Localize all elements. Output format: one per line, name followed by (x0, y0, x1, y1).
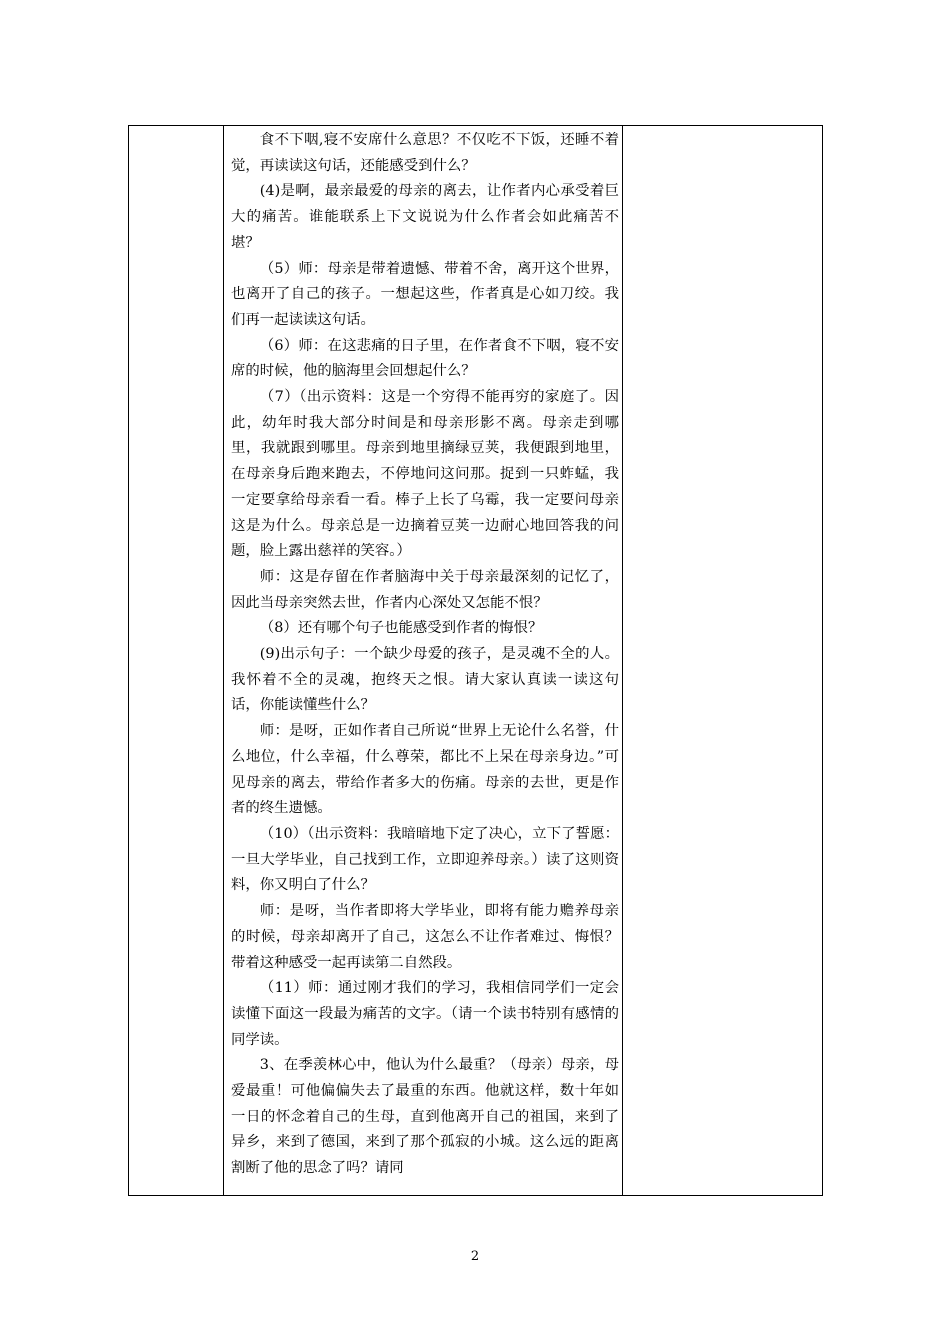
lesson-plan-table (128, 125, 823, 1196)
paragraph: （8）还有哪个句子也能感受到作者的悔恨？ (259, 620, 543, 637)
paragraph: （11）师：通过刚才我们的学习，我相信同学们一定会读懂下面这一段最为痛苦的文字。（请一个读书特别有感情的同学读。 (231, 980, 619, 1048)
paragraph: 3、在季羡林心中，他认为什么最重？（母亲）母亲，母爱最重！可他偏偏失去了最重的东西。他就这样，数十年如一日的怀念着自己的生母，直到他离开自己的祖国，来到了异乡，来到了德国，来到了那个孤寂的小城。这么远的距离割断了他的思念了吗？请同 (231, 1057, 619, 1177)
paragraph: (4)是啊，最亲最爱的母亲的离去，让作者内心承受着巨大的痛苦。谁能联系上下文说说为什么作者会如此痛苦不堪？ (231, 183, 619, 251)
lesson-content-cell (231, 128, 619, 1182)
paragraph: （5）师：母亲是带着遗憾、带着不舍，离开这个世界，也离开了自己的孩子。一想起这些，作者真是心如刀绞。我们再一起读读这句话。 (231, 260, 619, 328)
column-divider-right (622, 126, 623, 1195)
paragraph: （7）（出示资料：这是一个穷得不能再穷的家庭了。因此，幼年时我大部分时间是和母亲形影不离。母亲走到哪里，我就跟到哪里。母亲到地里摘绿豆荚，我便跟到地里，在母亲身后跑来跑去，不停地问这问那。捉到一只蚱蜢，我一定要拿给母亲看一看。棒子上长了乌霉，我一定要问母亲这是为什么。母亲总是一边摘着豆荚一边耐心地回答我的问题，脸上露出慈祥的笑容。） (231, 389, 619, 560)
paragraph: 食不下咽,寝不安席什么意思？不仅吃不下饭，还睡不着觉，再读读这句话，还能感受到什么？ (231, 132, 619, 174)
paragraph: (9)出示句子：一个缺少母爱的孩子，是灵魂不全的人。我怀着不全的灵魂，抱终天之恨。请大家认真读一读这句话，你能读懂些什么？ (231, 646, 619, 714)
paragraph: 师：是呀，当作者即将大学毕业，即将有能力赡养母亲的时候，母亲却离开了自己，这怎么不让作者难过、悔恨？带着这种感受一起再读第二自然段。 (231, 903, 619, 971)
page-number: 2 (470, 1249, 480, 1264)
column-divider-left (223, 126, 224, 1195)
paragraph: 师：是呀，正如作者自己所说“世界上无论什么名誉，什么地位，什么幸福，什么尊荣，都比不上呆在母亲身边。”可见母亲的离去，带给作者多大的伤痛。母亲的去世，更是作者的终生遗憾。 (231, 723, 619, 817)
paragraph: （10）（出示资料：我暗暗地下定了决心，立下了誓愿：一旦大学毕业，自己找到工作，立即迎养母亲。）读了这则资料，你又明白了什么？ (231, 825, 619, 894)
paragraph: （6）师：在这悲痛的日子里，在作者食不下咽，寝不安席的时候，他的脑海里会回想起什么？ (231, 337, 619, 380)
paragraph: 师：这是存留在作者脑海中关于母亲最深刻的记忆了，因此当母亲突然去世，作者内心深处又怎能不恨？ (231, 568, 619, 611)
